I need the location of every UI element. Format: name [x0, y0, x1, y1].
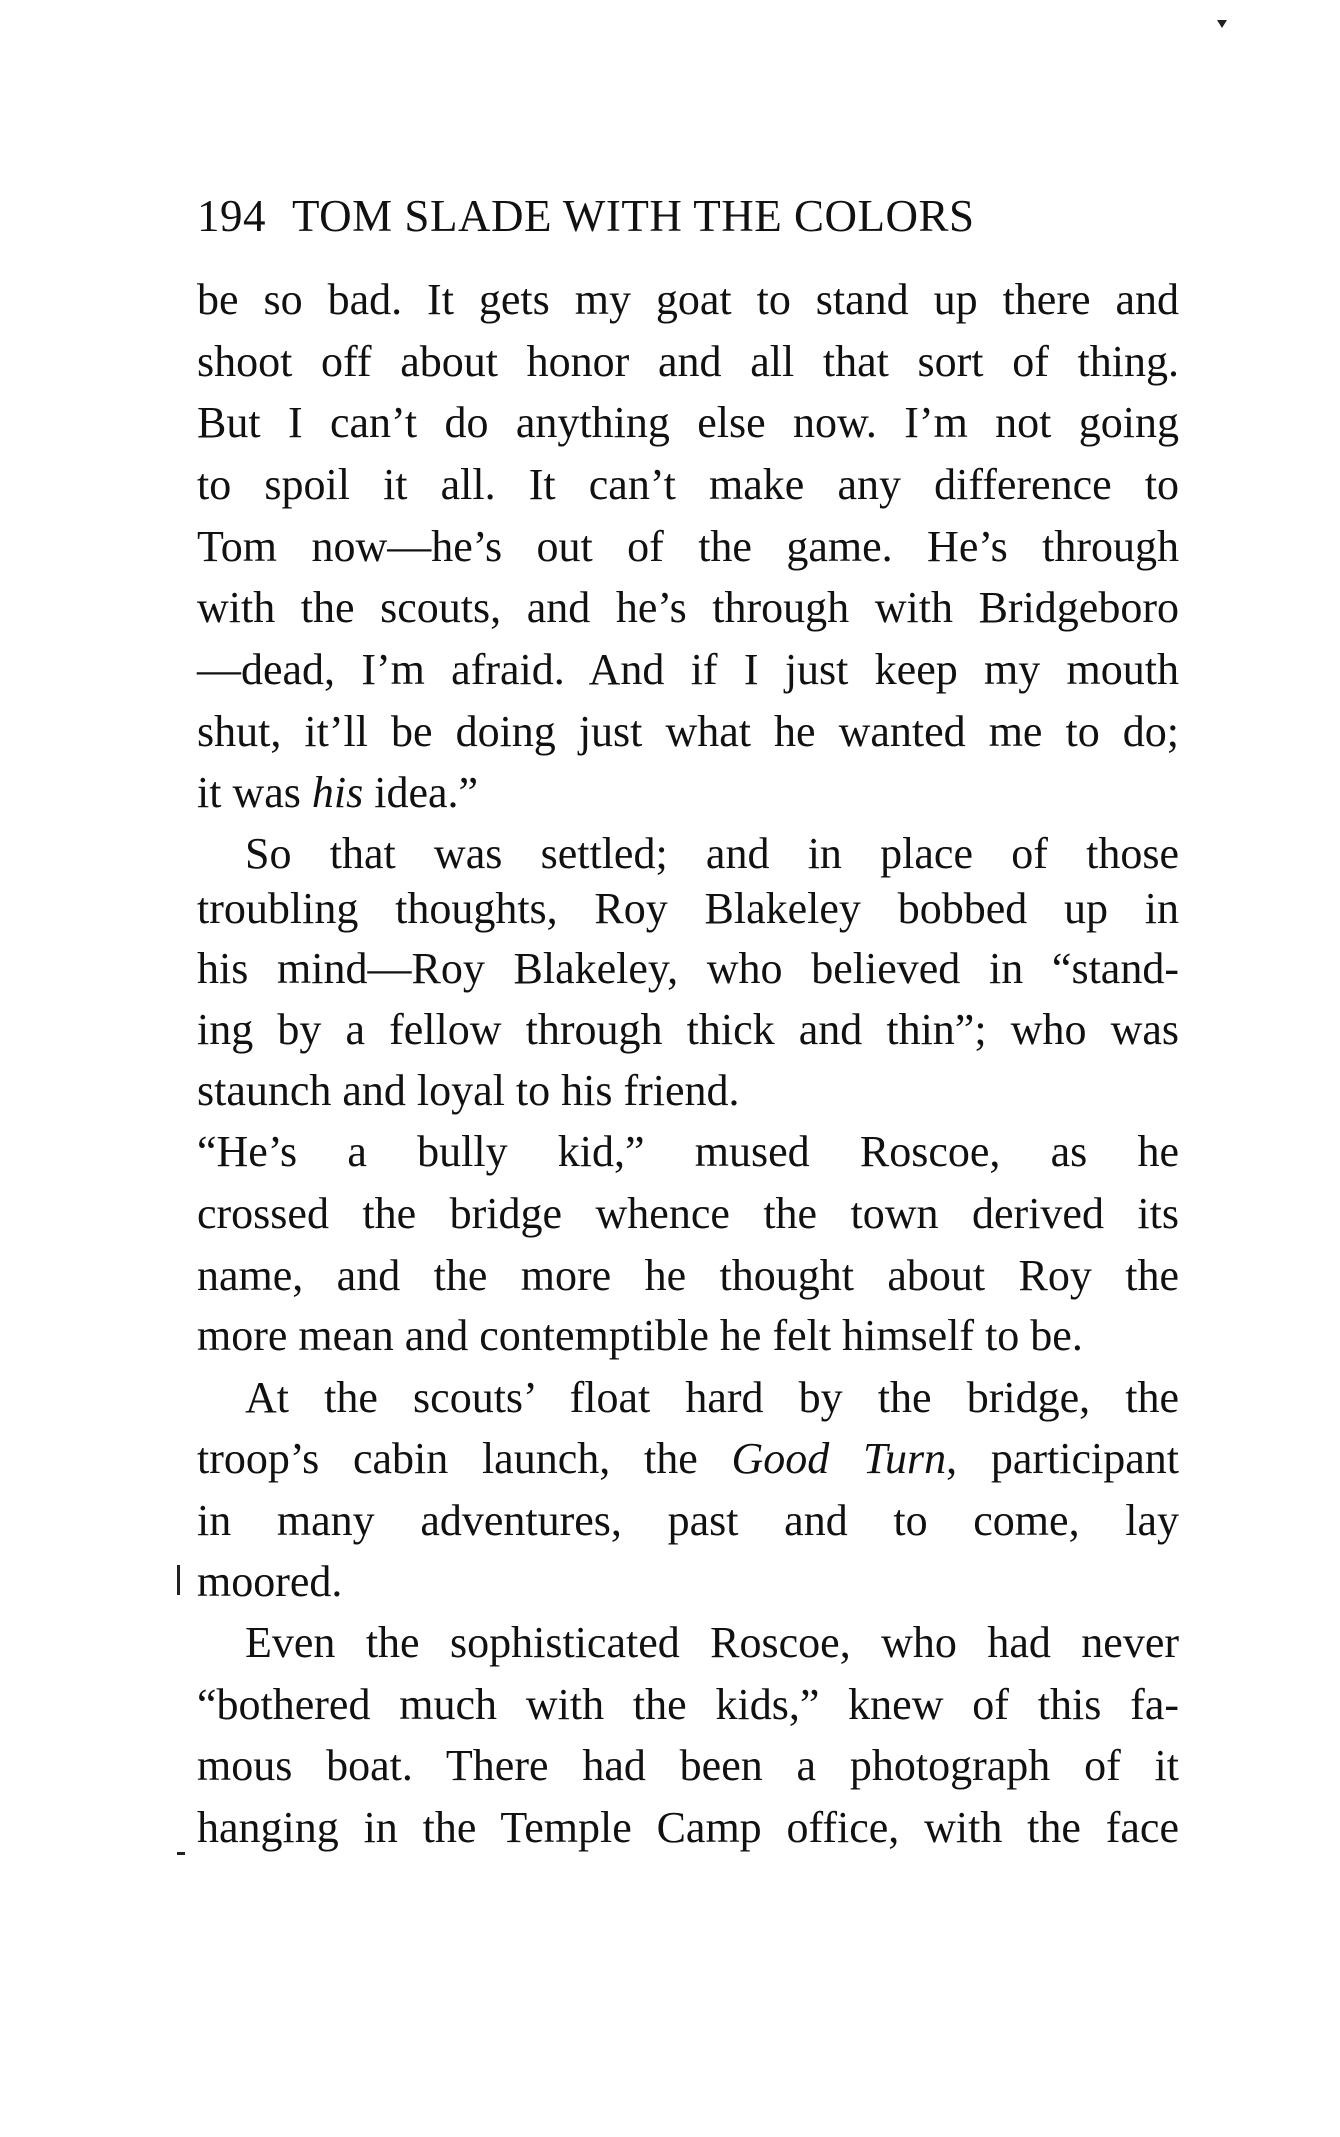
text-line: [197, 1308, 1179, 1364]
text-line: [245, 1615, 1179, 1671]
text-line: [245, 826, 1179, 882]
text-line: [197, 1677, 1179, 1733]
text-line: [197, 941, 1179, 997]
running-title: TOM SLADE WITH THE COLORS: [292, 191, 975, 241]
text-line: [197, 334, 1179, 390]
text-run: “bothered much with the kids,” knew of this fa-: [197, 1680, 1179, 1729]
text-run: , participant: [946, 1434, 1179, 1483]
text-run: But I can’t do anything else now. I’m not going: [197, 398, 1179, 447]
text-run: shut, it’ll be doing just what he wanted me to do;: [197, 707, 1179, 756]
text-run: with the scouts, and he’s through with Bridgeboro: [197, 583, 1179, 632]
text-run: more mean and contemptible he felt himself to be.: [197, 1311, 1083, 1360]
text-line: [197, 1186, 1179, 1242]
text-line: [197, 1124, 1179, 1180]
text-run: ing by a fellow through thick and thin”; who was: [197, 1005, 1179, 1054]
text-line: [197, 395, 1179, 451]
text-run: be so bad. It gets my goat to stand up there and: [197, 275, 1179, 324]
italic-text: his: [311, 768, 364, 817]
scan-mark-arrow: [1217, 20, 1227, 28]
text-run: name, and the more he thought about Roy the: [197, 1251, 1179, 1300]
text-run: troop’s cabin launch, the: [197, 1434, 732, 1483]
page-number: 194: [197, 191, 266, 241]
scan-mark-dash: [177, 1852, 185, 1855]
text-run: Tom now—he’s out of the game. He’s through: [197, 522, 1179, 571]
text-line: [245, 1370, 1179, 1426]
text-run: At the scouts’ float hard by the bridge, the: [245, 1373, 1179, 1422]
italic-text: Good Turn: [731, 1434, 947, 1483]
text-run: to spoil it all. It can’t make any difference to: [197, 460, 1179, 509]
text-line: [197, 1554, 1179, 1610]
text-line: [197, 1493, 1179, 1549]
scan-mark-margin-bar: [177, 1565, 180, 1595]
running-header: [197, 190, 1179, 242]
text-line: [197, 1002, 1179, 1058]
text-line: [197, 704, 1179, 760]
text-line: [197, 881, 1179, 937]
text-run: troubling thoughts, Roy Blakeley bobbed up in: [197, 884, 1179, 933]
text-run: So that was settled; and in place of those: [245, 829, 1179, 878]
text-line: [197, 457, 1179, 513]
text-line: [197, 272, 1179, 328]
text-run: Even the sophisticated Roscoe, who had never: [245, 1618, 1179, 1667]
text-run: moored.: [197, 1557, 343, 1606]
text-run: —dead, I’m afraid. And if I just keep my mouth: [197, 645, 1179, 694]
text-line: [197, 1738, 1179, 1794]
text-line: [197, 519, 1179, 575]
text-line: [197, 765, 1179, 821]
text-line: [197, 1063, 1179, 1119]
text-run: staunch and loyal to his friend.: [197, 1066, 740, 1115]
text-run: idea.”: [363, 768, 479, 817]
text-line: [197, 1431, 1179, 1487]
text-line: [197, 580, 1179, 636]
text-run: mous boat. There had been a photograph of it: [197, 1741, 1179, 1790]
text-run: hanging in the Temple Camp office, with the face: [197, 1803, 1179, 1852]
text-line: [197, 1800, 1179, 1856]
text-run: in many adventures, past and to come, lay: [197, 1496, 1179, 1545]
text-line: [197, 1248, 1179, 1304]
text-run: his mind—Roy Blakeley, who believed in “stand-: [197, 944, 1179, 993]
text-run: crossed the bridge whence the town derived its: [197, 1189, 1179, 1238]
text-run: it was: [197, 768, 312, 817]
text-run: “He’s a bully kid,” mused Roscoe, as he: [197, 1127, 1179, 1176]
text-line: [197, 642, 1179, 698]
text-run: shoot off about honor and all that sort of thing.: [197, 337, 1179, 386]
